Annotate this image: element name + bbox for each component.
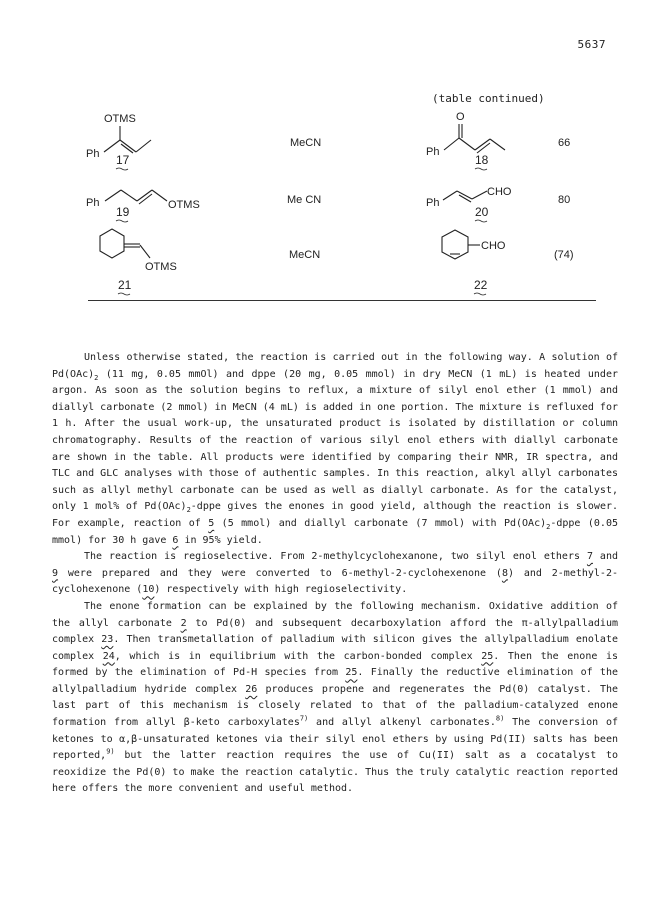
compound-number-21: 21 (118, 278, 132, 292)
yield-row-3: (74) (554, 249, 574, 261)
compound-number-20: 20 (475, 205, 489, 219)
table-continued-label: (table continued) (432, 92, 545, 105)
substrate-19-ph: Ph (86, 197, 100, 209)
product-18-ph: Ph (426, 146, 440, 158)
yield-row-1: 66 (558, 137, 571, 149)
table-bottom-rule (88, 300, 596, 301)
substrate-21-group: OTMS (145, 261, 177, 273)
substrate-17-group: OTMS (104, 113, 136, 125)
product-22-group: CHO (481, 240, 506, 252)
paragraph-procedure: Unless otherwise stated, the reaction is carried out in the following way. A solution of $Pd(OAc)_2$ (11 mg, 0.05 mmOl) and dppe (20 mg, 0.05 mmol) in dry MeCN (1 mL) is heated under argon. As soon as the solution begins to reflux, a mixture of silyl enol ether (1 mmol) and diallyl carbonate (2 mmol) in MeCN (4 mL) is added in one portion. The mixture is refluxed for 1 h. After the usual work-up, the unsaturated product is isolated by distillation or column chromatography. Results of the reaction of various silyl enol ethers with diallyl carbonate are shown in the table. All products were identified by comparing their NMR, IR spectra, and TLC and GLC analyses with those of authentic samples. In this reaction, alkyl allyl carbonates such as allyl methyl carbonate can be used as well as diallyl carbonate. As for the catalyst, only 1 mol% of $Pd(OAc)_2$-dppe gives the enones in good yield, although the reaction is slower. For example, reaction of 5 (5 mmol) and diallyl carbonate (7 mmol) with $Pd(OAc)_2$-dppe (0.05 mmol) for 30 h gave 6 in 95% yield. (52, 352, 619, 546)
product-20-ph: Ph (426, 197, 440, 209)
paragraph-mechanism: The enone formation can be explained by the following mechanism. Oxidative addition of the allyl carbonate 2 to Pd(0) and subsequent decarboxylation afford the π-allylpalladium complex 23. Then transmetallation of palladium with silicon gives the allylpalladium enolate complex 24, which is in equilibrium with the carbon-bonded complex 25. Then the enone is formed by the elimination of Pd-H species from 25. Finally the reductive elimination of the allylpalladium hydride complex 26 produces propene and regenerates the Pd(0) catalyst. The last part of this mechanism is closely related to that of the palladium-catalyzed enone formation from allyl β-keto carboxylates$^{7)}$ and allyl alkenyl carbonates.$^{8)}$ The conversion of ketones to α,β-unsaturated ketones via their silyl enol ethers by using Pd(II) salts has been reported,$^{9)}$ but the latter reaction requires the use of Cu(II) salt as a cocatalyst to reoxidize the Pd(0) to make the reaction catalytic. Thus the truly catalytic reaction reported here offers the more convenient and useful method. (52, 600, 619, 795)
solvent-row-2: Me CN (287, 194, 322, 206)
paragraph-regioselectivity: The reaction is regioselective. From 2-methylcyclohexanone, two silyl enol ethers 7 and 9 were prepared and they were converted to 6-methyl-2-cyclohexenone (8) and 2-methyl-2-cyclohexenone (10) respectively with high regioselectivity. (52, 551, 618, 596)
body-text (52, 350, 618, 798)
page-number: 5637 (577, 38, 606, 51)
solvent-row-3: MeCN (289, 249, 321, 261)
yield-row-2: 80 (558, 194, 571, 206)
compound-number-17: 17 (116, 153, 130, 167)
substrate-17-ph: Ph (86, 148, 100, 160)
product-20-group: CHO (487, 186, 512, 198)
compound-number-18: 18 (475, 153, 489, 167)
product-18-o: O (456, 111, 465, 123)
compound-number-22: 22 (474, 278, 488, 292)
solvent-row-1: MeCN (290, 137, 322, 149)
compound-number-19: 19 (116, 205, 130, 219)
substrate-19-group: OTMS (168, 199, 200, 211)
